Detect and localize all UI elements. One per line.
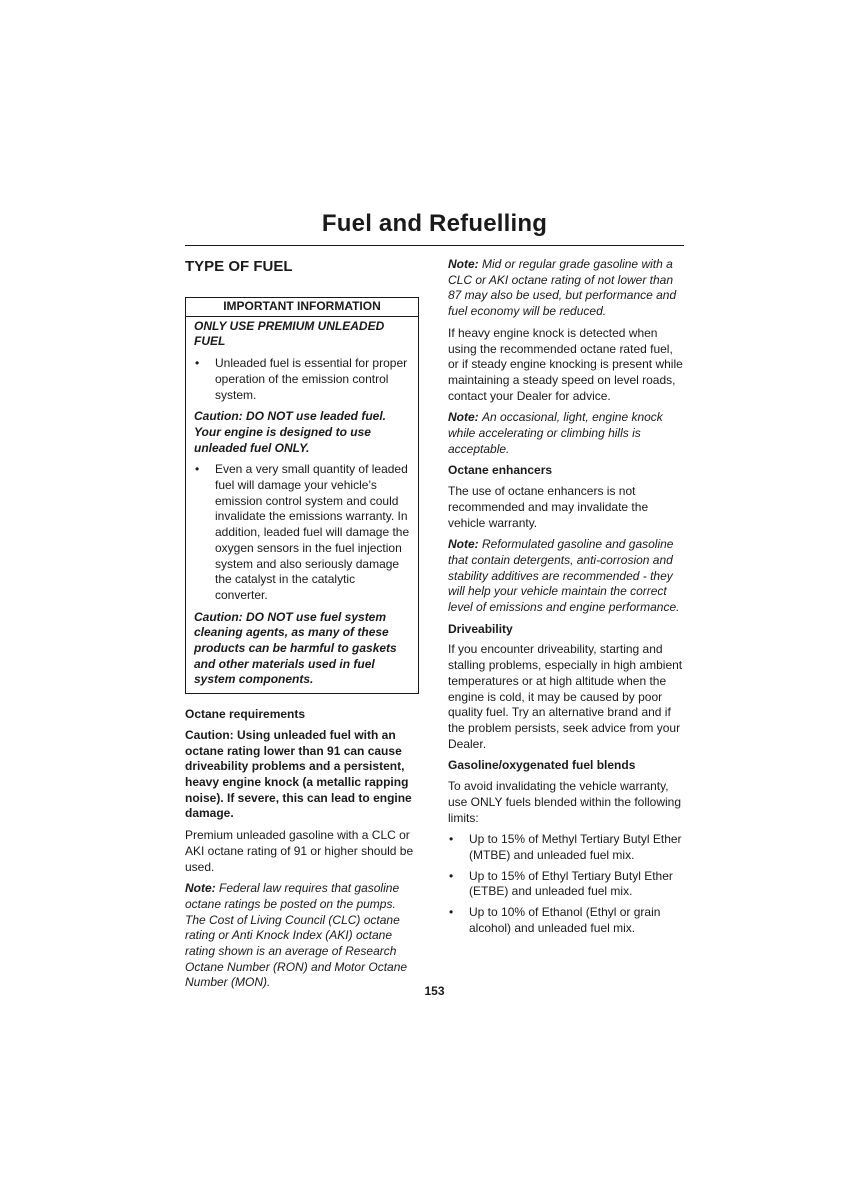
subheading-fuel-blends: Gasoline/oxygenated fuel blends — [448, 758, 636, 773]
subheading-octane-enhancers: Octane enhancers — [448, 463, 553, 478]
caution-leaded-fuel: Caution: DO NOT use leaded fuel. Your engine is designed to use unleaded fuel ONLY. — [194, 409, 387, 455]
right-column — [448, 257, 686, 942]
caution-cleaning-agents: Caution: DO NOT use fuel system cleaning agents, as many of these products can be harmful to gaskets and other materials used in fuel system components. — [194, 609, 397, 687]
box-header: IMPORTANT INFORMATION — [186, 298, 418, 317]
important-information-box — [185, 297, 419, 694]
left-column — [185, 257, 419, 997]
caution-octane: Caution: Using unleaded fuel with an octane rating lower than 91 can cause driveability problems and a persistent, heavy engine knock (a metallic rapping noise). If severe, this can lead to engine damage. — [185, 727, 412, 821]
note-reformulated-gasoline — [448, 537, 686, 616]
paragraph-engine-knock: If heavy engine knock is detected when using the recommended octane rated fuel, or if steady engine knocking is present while maintaining a steady speed on level roads, contact your Dealer for advice. — [448, 325, 683, 403]
section-heading-type-of-fuel: TYPE OF FUEL — [185, 258, 293, 275]
paragraph-driveability: If you encounter driveability, starting and stalling problems, especially in high ambient temperatures or at high altitude when the engine is cold, it may be caused by poor quality fuel. Try an alternative brand and if the problem persists, seek advice from your Dealer. — [448, 642, 683, 751]
box-bullet-list-1 — [194, 356, 410, 403]
box-subheading: ONLY USE PREMIUM UNLEADED FUEL — [194, 318, 385, 349]
note-federal-law — [185, 881, 419, 991]
fuel-blends-list — [448, 832, 686, 936]
subheading-octane-requirements: Octane requirements — [185, 707, 306, 722]
paragraph-fuel-blends: To avoid invalidating the vehicle warranty, use ONLY fuels blended within the following limits: — [448, 779, 682, 825]
note-label: Note: — [448, 257, 479, 271]
title-divider — [185, 245, 684, 246]
page-number: 153 — [424, 984, 445, 998]
list-item: • Up to 15% of Methyl Tertiary Butyl Ether (MTBE) and unleaded fuel mix. — [448, 832, 686, 863]
subheading-driveability: Driveability — [448, 621, 513, 636]
box-body — [186, 317, 418, 693]
list-item: • Unleaded fuel is essential for proper operation of the emission control system. — [194, 356, 410, 403]
note-occasional-knock — [448, 410, 686, 457]
paragraph-octane-enhancers: The use of octane enhancers is not recommended and may invalidate the vehicle warranty. — [448, 484, 649, 530]
paragraph-premium-unleaded: Premium unleaded gasoline with a CLC or AKI octane rating of 91 or higher should be used. — [185, 828, 414, 874]
note-label: Note: — [448, 410, 479, 425]
box-bullet-list-2 — [194, 462, 410, 603]
note-text: Mid or regular grade gasoline with a CLC or AKI octane rating of not lower than 87 may also be used, but performance and fuel economy will be reduced. — [448, 257, 677, 319]
note-text: Federal law requires that gasoline octane ratings be posted on the pumps. The Cost of Living Council (CLC) octane rating or Anti Knock Index (AKI) octane rating shown is an average of Research Octane Number (RON) and Motor Octane Number (MON). — [185, 881, 408, 990]
list-item: • Up to 15% of Ethyl Tertiary Butyl Ether (ETBE) and unleaded fuel mix. — [448, 869, 686, 900]
note-mid-grade — [448, 257, 686, 320]
note-text: Reformulated gasoline and gasoline that contain detergents, anti-corrosion and stability additives are recommended - they will help your vehicle maintain the correct level of emissions and engine performance. — [448, 537, 680, 615]
list-item: • Even a very small quantity of leaded fuel will damage your vehicle’s emission control system and could invalidate the emissions warranty. In addition, leaded fuel will damage the oxygen sensors in the fuel injection system and also seriously damage the catalyst in the catalytic converter. — [194, 462, 410, 603]
page-title: Fuel and Refuelling — [321, 210, 548, 237]
list-item: • Up to 10% of Ethanol (Ethyl or grain alcohol) and unleaded fuel mix. — [448, 905, 686, 936]
note-label: Note: — [185, 881, 216, 896]
note-text: An occasional, light, engine knock while accelerating or climbing hills is acceptable. — [448, 410, 663, 456]
note-label: Note: — [448, 537, 479, 552]
